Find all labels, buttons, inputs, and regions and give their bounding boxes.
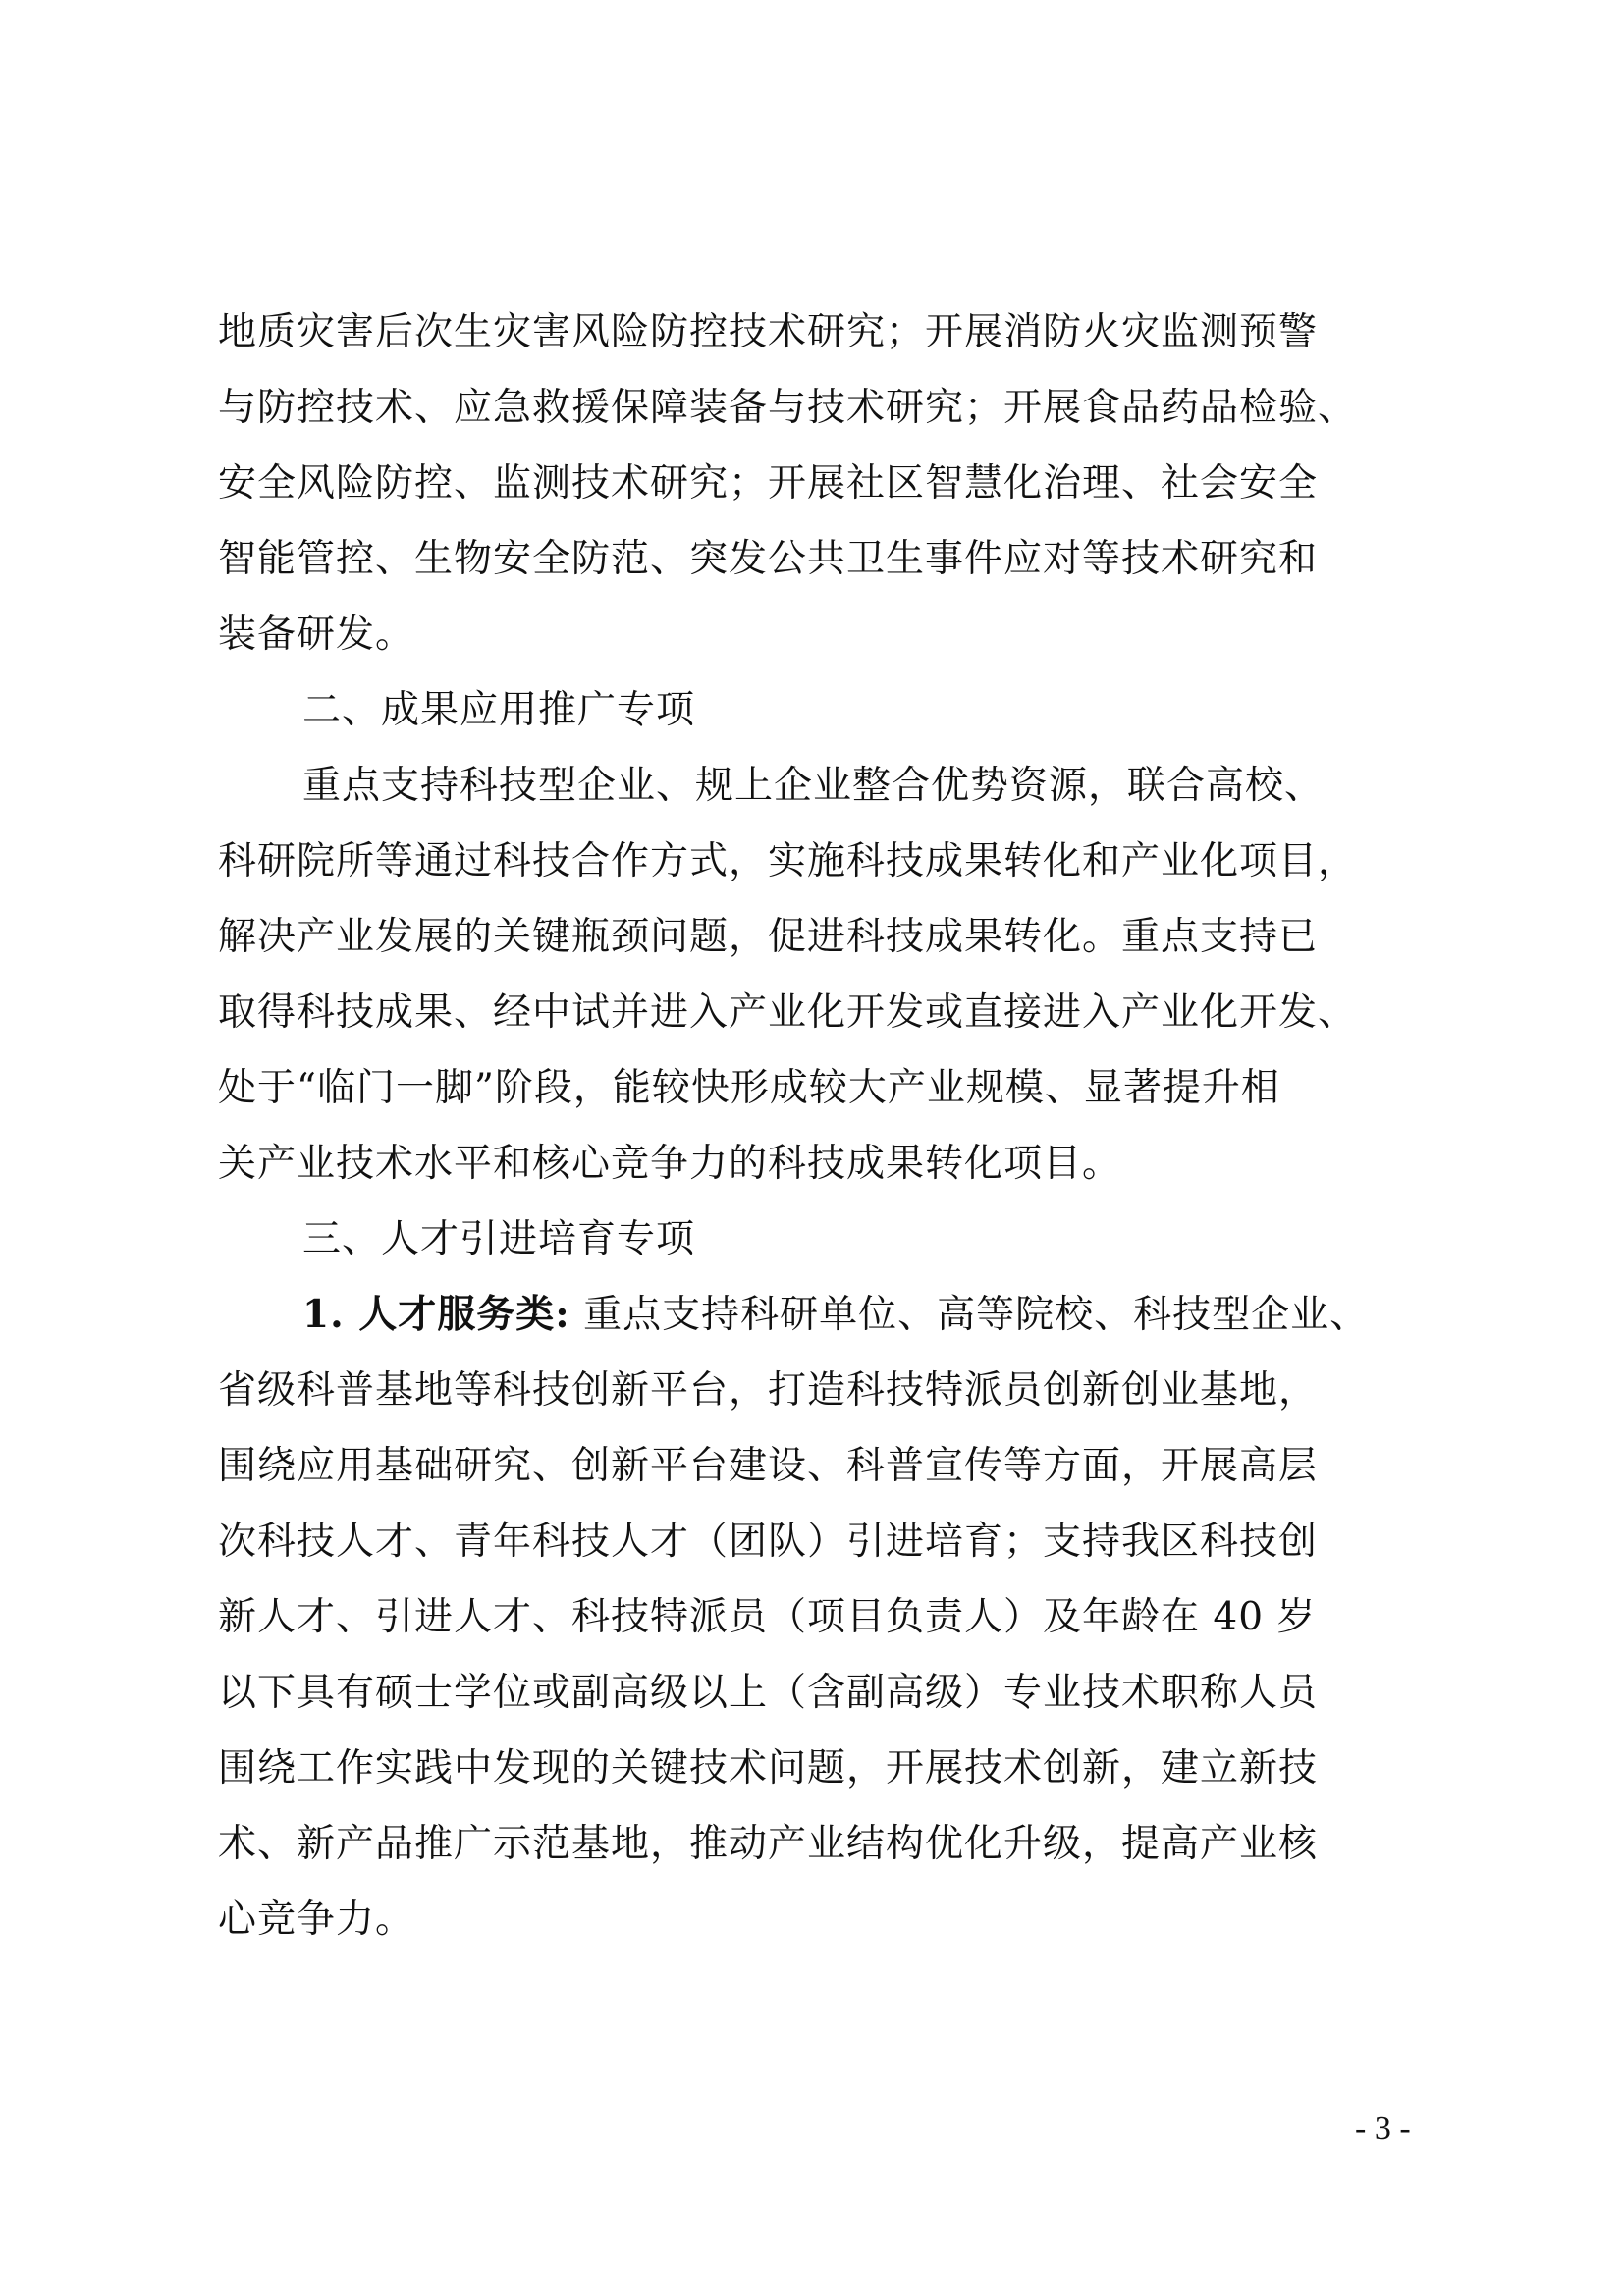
- paragraph-line: 围绕工作实践中发现的关键技术问题，开展技术创新，建立新技: [218, 1746, 1319, 1790]
- paragraph-line: 地质灾害后次生灾害风险防控技术研究；开展消防火灾监测预警: [218, 310, 1319, 354]
- paragraph-line: 次科技人才、青年科技人才（团队）引进培育；支持我区科技创: [218, 1520, 1319, 1564]
- paragraph-line: 术、新产品推广示范基地，推动产业结构优化升级，提高产业核: [218, 1822, 1319, 1866]
- paragraph-line: 关产业技术水平和核心竞争力的科技成果转化项目。: [218, 1142, 1122, 1186]
- paragraph-line: 解决产业发展的关键瓶颈问题，促进科技成果转化。重点支持已: [218, 915, 1319, 959]
- paragraph-line: 围绕应用基础研究、创新平台建设、科普宣传等方面，开展高层: [218, 1444, 1319, 1488]
- paragraph-line: 处于“临门一脚”阶段，能较快形成较大产业规模、显著提升相: [218, 1066, 1280, 1110]
- paragraph-line: 科研院所等通过科技合作方式，实施科技成果转化和产业化项目，: [218, 839, 1358, 883]
- paragraph-line: 新人才、引进人才、科技特派员（项目负责人）及年龄在 40 岁: [218, 1595, 1317, 1639]
- paragraph-line: 省级科普基地等科技创新平台，打造科技特派员创新创业基地，: [218, 1368, 1319, 1413]
- list-item-label: 1. 人才服务类:: [302, 1292, 570, 1337]
- list-item-line: [218, 1277, 1426, 1353]
- section-heading: 二、成果应用推广专项: [302, 688, 696, 732]
- section-heading: 三、人才引进培育专项: [302, 1217, 696, 1261]
- paragraph-line: 安全风险防控、监测技术研究；开展社区智慧化治理、社会安全: [218, 461, 1319, 506]
- document-body: [218, 294, 1426, 1957]
- paragraph-line: 与防控技术、应急救援保障装备与技术研究；开展食品药品检验、: [218, 386, 1358, 430]
- paragraph-line: 以下具有硕士学位或副高级以上（含副高级）专业技术职称人员: [218, 1671, 1319, 1715]
- paragraph-line: 重点支持科技型企业、规上企业整合优势资源，联合高校、: [302, 764, 1325, 808]
- paragraph-line: 智能管控、生物安全防范、突发公共卫生事件应对等技术研究和: [218, 537, 1319, 581]
- paragraph-line: 取得科技成果、经中试并进入产业化开发或直接进入产业化开发、: [218, 990, 1358, 1035]
- paragraph-line: 装备研发。: [218, 613, 415, 657]
- page-number: - 3 -: [1355, 2110, 1411, 2147]
- paragraph-line: 心竞争力。: [218, 1897, 415, 1942]
- list-item-text: 重点支持科研单位、高等院校、科技型企业、: [583, 1293, 1370, 1337]
